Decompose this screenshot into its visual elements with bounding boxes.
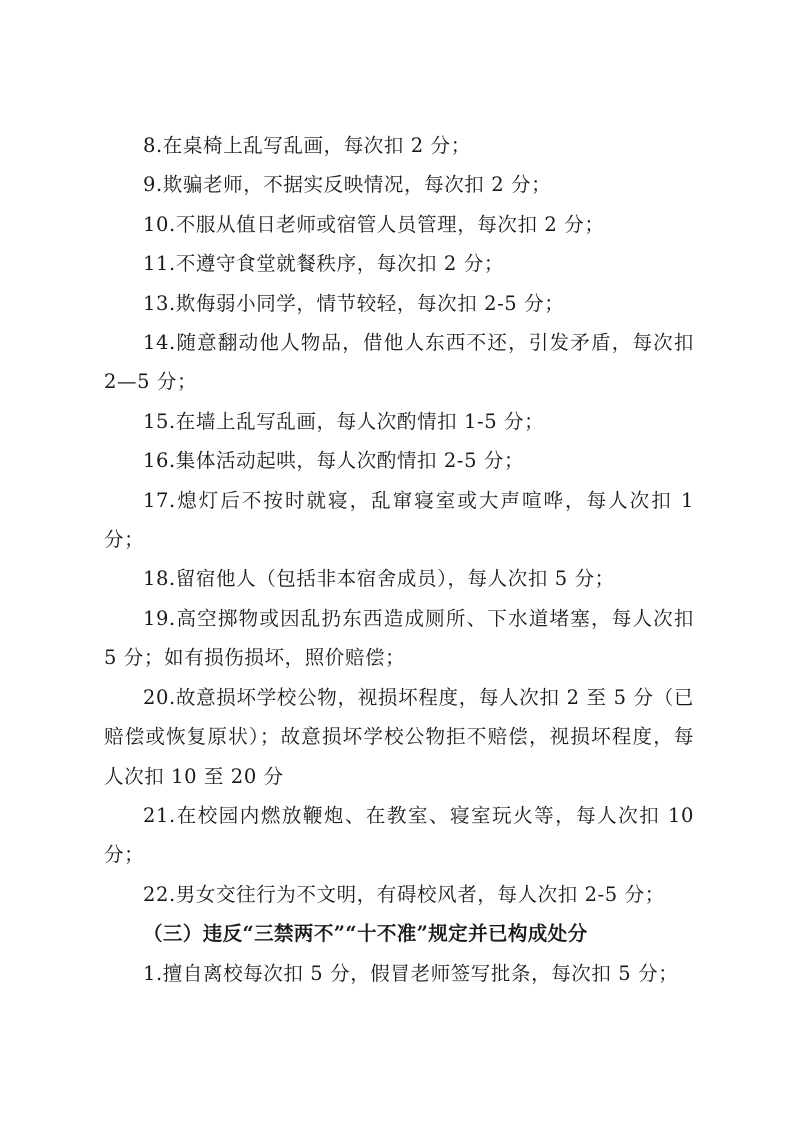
rule-item-20: 20.故意损坏学校公物，视损坏程度，每人次扣 2 至 5 分（已赔偿或恢复原状）；故意损坏学校公物拒不赔偿，视损坏程度，每人次扣 10 至 20 分 xyxy=(104,685,694,788)
rule-item-22: 22.男女交往行为不文明，有碍校风者，每人次扣 2-5 分； xyxy=(143,882,665,906)
rule-item-9: 9.欺骗老师，不据实反映情况，每次扣 2 分； xyxy=(143,173,552,197)
rule-item-17: 17.熄灯后不按时就寝，乱窜寝室或大声喧哗，每人次扣 1 分； xyxy=(104,488,694,552)
rule-item-14: 14.随意翻动他人物品，借他人东西不还，引发矛盾，每次扣 2—5 分； xyxy=(104,331,694,394)
rule-item-16: 16.集体活动起哄，每人次酌情扣 2-5 分； xyxy=(143,449,525,473)
rule-item-21: 21.在校园内燃放鞭炮、在教室、寝室玩火等，每人次扣 10 分； xyxy=(104,803,694,867)
rule-item-15: 15.在墙上乱写乱画，每人次酌情扣 1-5 分； xyxy=(143,409,545,433)
rule-item-13: 13.欺侮弱小同学，情节较轻，每次扣 2-5 分； xyxy=(143,291,565,315)
rule-item-10: 10.不服从值日老师或宿管人员管理，每次扣 2 分； xyxy=(143,212,605,236)
section-rule-item-1: 1.擅自离校每次扣 5 分，假冒老师签写批条，每次扣 5 分； xyxy=(143,961,679,985)
rule-item-18: 18.留宿他人（包括非本宿舍成员），每人次扣 5 分； xyxy=(143,567,615,591)
rule-item-8: 8.在桌椅上乱写乱画，每次扣 2 分； xyxy=(143,134,471,157)
rule-item-11: 11.不遵守食堂就餐秩序，每次扣 2 分； xyxy=(143,252,504,276)
document-body xyxy=(104,126,694,993)
section-heading: （三）违反“三禁两不”“十不准”规定并已构成处分 xyxy=(143,922,588,946)
rule-item-19: 19.高空掷物或因乱扔东西造成厕所、下水道堵塞，每人次扣 5 分；如有损伤损坏，照价赔偿； xyxy=(104,606,694,670)
